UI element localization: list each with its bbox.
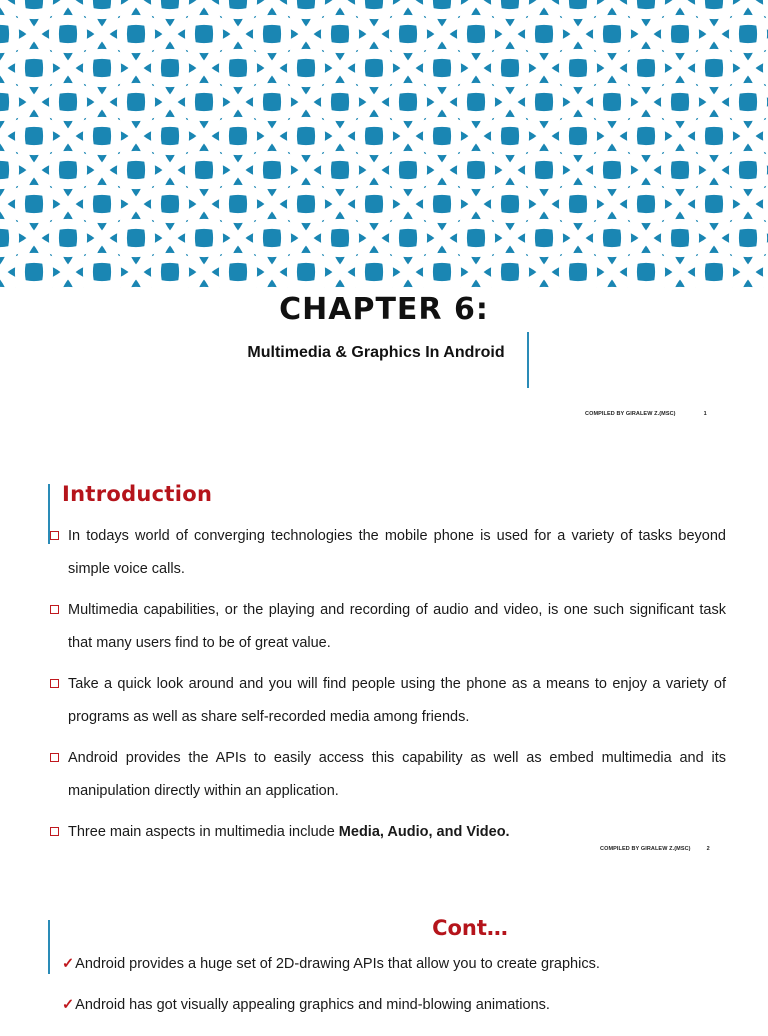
cont-slide (0, 900, 768, 1024)
chapter-subtitle: Multimedia & Graphics In Android (0, 344, 752, 362)
square-bullet-icon (50, 605, 59, 614)
check-icon: ✓ (62, 997, 74, 1013)
check-text: Android has got visually appealing graphics and mind-blowing animations. (75, 997, 550, 1013)
chapter-title: CHAPTER 6: (0, 292, 768, 327)
check-text: Android provides a huge set of 2D-drawing APIs that allow you to create graphics. (75, 956, 600, 972)
footer-author: COMPILED BY GIRALEW Z.(MSC) (585, 411, 676, 417)
square-bullet-icon (50, 679, 59, 688)
bullet-text: Android provides the APIs to easily access this capability as well as embed multimedia and its manipulation directly within an application. (68, 750, 726, 799)
bullet-text: In todays world of converging technologies the mobile phone is used for a variety of tasks beyond simple voice calls. (68, 528, 726, 577)
list-item (62, 995, 600, 1015)
page-number: 1 (704, 411, 707, 417)
slide-footer (585, 411, 707, 417)
list-item (48, 816, 726, 849)
decorative-circle-pattern (0, 0, 768, 288)
square-bullet-icon (50, 753, 59, 762)
list-item (48, 594, 726, 659)
slide-heading: Introduction (62, 482, 212, 506)
bullet-text: Take a quick look around and you will find people using the phone as a means to enjoy a variety of programs as well as share self-recorded media among friends. (68, 676, 726, 725)
slide-footer (600, 846, 710, 852)
list-item (48, 742, 726, 807)
check-icon: ✓ (62, 956, 74, 972)
bullet-text: Multimedia capabilities, or the playing and recording of audio and video, is one such significant task that many users find to be of great value. (68, 602, 726, 651)
introduction-slide (0, 470, 768, 870)
slide-heading: Cont… (0, 916, 768, 940)
bullet-list (48, 520, 726, 858)
title-slide (0, 0, 768, 440)
footer-author: COMPILED BY GIRALEW Z.(MSC) (600, 846, 691, 852)
bullet-text: Three main aspects in multimedia include (68, 824, 339, 840)
list-item (48, 668, 726, 733)
square-bullet-icon (50, 531, 59, 540)
square-bullet-icon (50, 827, 59, 836)
list-item (62, 954, 600, 974)
list-item (48, 520, 726, 585)
accent-bar (527, 332, 529, 388)
bullet-bold-text: Media, Audio, and Video. (339, 824, 510, 840)
page-number: 2 (707, 846, 710, 852)
